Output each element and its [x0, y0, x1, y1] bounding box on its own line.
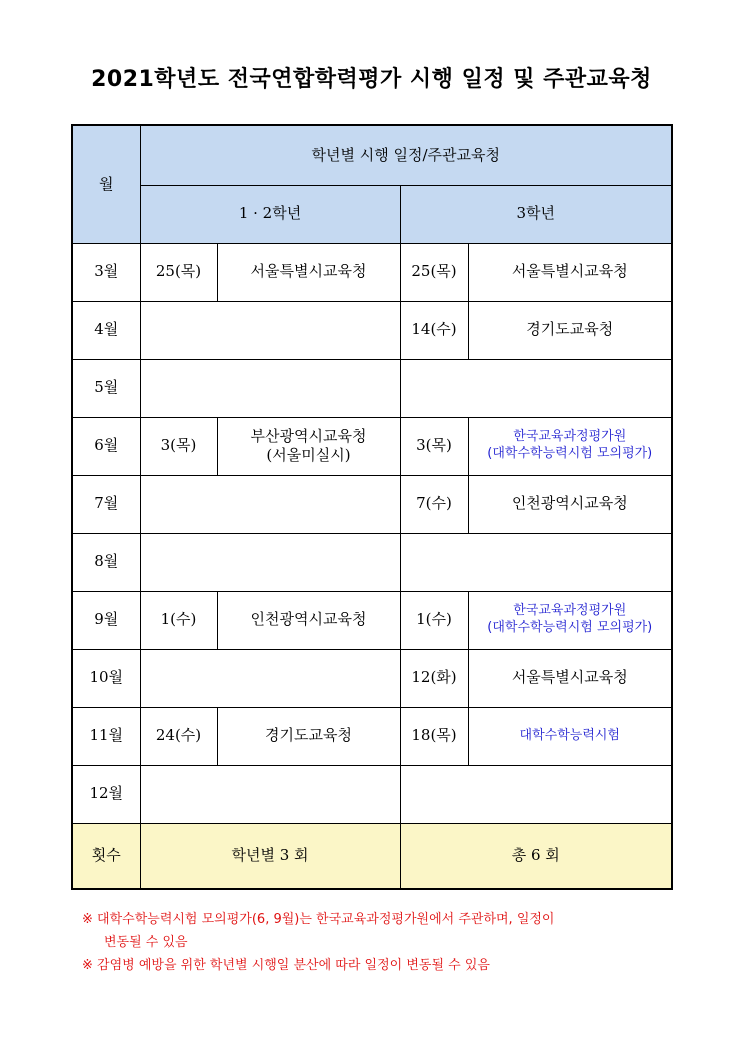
g3-org-cell [468, 591, 672, 649]
month-cell: 3월 [72, 243, 140, 301]
g12-empty-cell [140, 649, 400, 707]
table-row [72, 765, 672, 823]
table-row [72, 243, 672, 301]
g3-date-cell: 1(수) [400, 591, 468, 649]
g3-date-cell: 18(목) [400, 707, 468, 765]
g12-date-cell: 3(목) [140, 417, 217, 475]
g3-date-cell: 25(목) [400, 243, 468, 301]
grade12-header: 1 · 2학년 [140, 185, 400, 243]
g3-empty-cell [400, 533, 672, 591]
group-header: 학년별 시행 일정/주관교육청 [140, 125, 672, 185]
month-cell: 12월 [72, 765, 140, 823]
table-row [72, 301, 672, 359]
table-row [72, 591, 672, 649]
g3-count: 총 6 회 [400, 823, 672, 889]
month-cell: 4월 [72, 301, 140, 359]
table-row [72, 475, 672, 533]
g3-org-line2: (대학수학능력시험 모의평가) [487, 620, 653, 635]
table-row [72, 359, 672, 417]
month-cell: 7월 [72, 475, 140, 533]
g3-org-line1: 한국교육과정평가원 [513, 603, 627, 619]
month-cell: 11월 [72, 707, 140, 765]
g12-date-cell: 25(목) [140, 243, 217, 301]
g3-date-cell: 7(수) [400, 475, 468, 533]
g12-date-cell: 1(수) [140, 591, 217, 649]
month-cell: 6월 [72, 417, 140, 475]
g12-org-cell: 서울특별시교육청 [217, 243, 400, 301]
g12-empty-cell [140, 475, 400, 533]
g12-org-cell [217, 417, 400, 475]
g12-empty-cell [140, 765, 400, 823]
month-cell: 9월 [72, 591, 140, 649]
g3-org-line2: (대학수학능력시험 모의평가) [487, 446, 653, 461]
note-1-line-1: ※ 대학수학능력시험 모의평가(6, 9월)는 한국교육과정평가원에서 주관하며, 일정이 [82, 912, 555, 927]
g3-org-cell [468, 417, 672, 475]
grade3-header: 3학년 [400, 185, 672, 243]
note-2: ※ 감염병 예방을 위한 학년별 시행일 분산에 따라 일정이 변동될 수 있음 [82, 958, 490, 973]
g12-org-line2: (서울미실시) [266, 446, 351, 464]
month-column-header: 월 [72, 125, 140, 243]
note-1-line-2: 변동될 수 있음 [104, 935, 188, 950]
g3-org-cell: 서울특별시교육청 [468, 243, 672, 301]
table-row [72, 417, 672, 475]
g12-date-cell: 24(수) [140, 707, 217, 765]
g12-count: 학년별 3 회 [140, 823, 400, 889]
table-row [72, 649, 672, 707]
g12-org-line1: 부산광역시교육청 [250, 426, 367, 445]
g3-empty-cell [400, 765, 672, 823]
page-title: 2021학년도 전국연합학력평가 시행 일정 및 주관교육청 [91, 67, 652, 92]
month-cell: 8월 [72, 533, 140, 591]
schedule-table [71, 124, 673, 890]
g3-org-line1: 한국교육과정평가원 [513, 429, 627, 445]
g12-org-cell: 경기도교육청 [217, 707, 400, 765]
g3-date-cell: 12(화) [400, 649, 468, 707]
g3-org-cell: 인천광역시교육청 [468, 475, 672, 533]
g3-org-cell: 경기도교육청 [468, 301, 672, 359]
g3-date-cell: 3(목) [400, 417, 468, 475]
table-row [72, 533, 672, 591]
g3-date-cell: 14(수) [400, 301, 468, 359]
g12-org-cell: 인천광역시교육청 [217, 591, 400, 649]
g3-org-cell: 대학수학능력시험 [468, 707, 672, 765]
g3-org-cell: 서울특별시교육청 [468, 649, 672, 707]
g12-empty-cell [140, 359, 400, 417]
month-cell: 5월 [72, 359, 140, 417]
footnotes [82, 908, 682, 977]
month-cell: 10월 [72, 649, 140, 707]
table-row [72, 707, 672, 765]
count-row [72, 823, 672, 889]
g12-empty-cell [140, 533, 400, 591]
g3-empty-cell [400, 359, 672, 417]
count-label: 횟수 [72, 823, 140, 889]
g12-empty-cell [140, 301, 400, 359]
